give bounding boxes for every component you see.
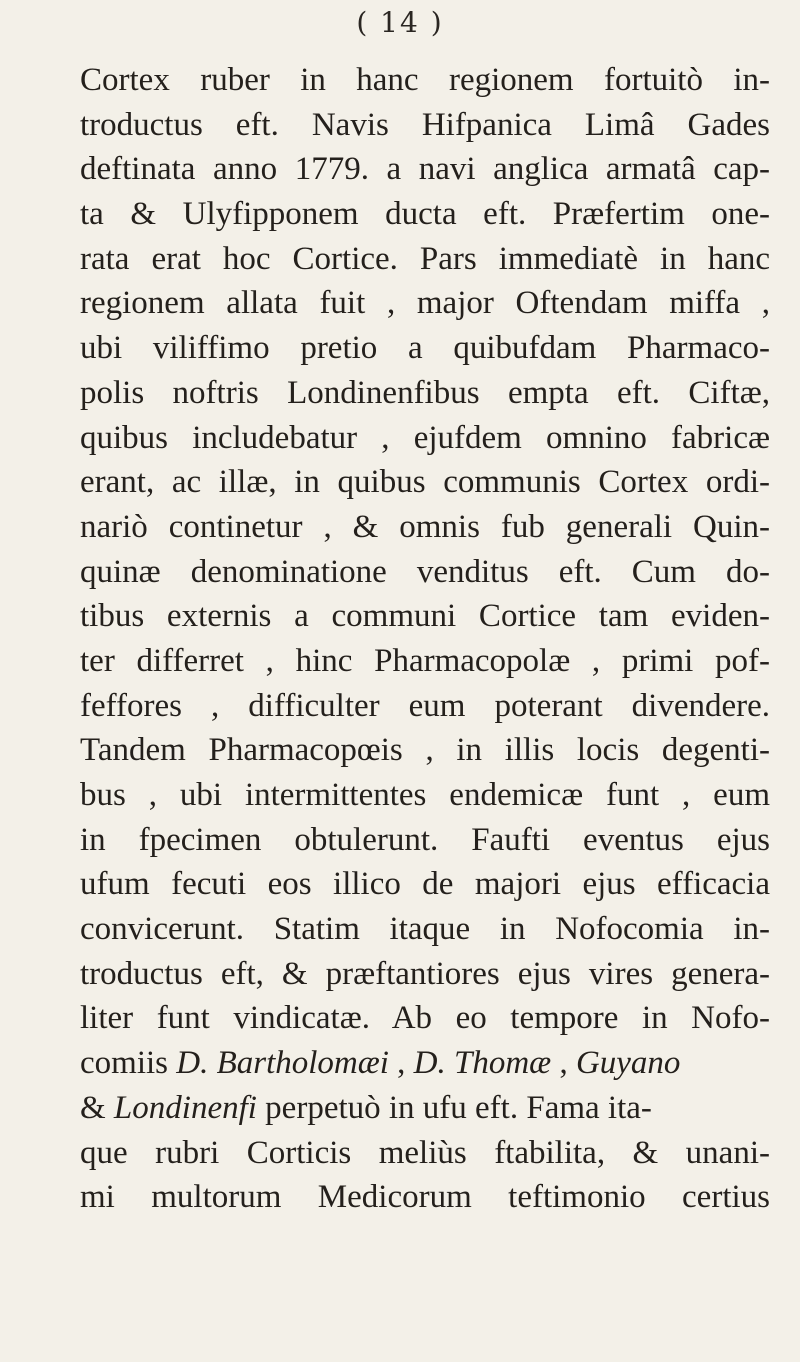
text-line: bus , ubi intermittentes endemicæ funt , eum: [80, 777, 770, 813]
text-line: feffores , difficulter eum poterant divendere.: [80, 687, 770, 724]
text-line: ter differret , hinc Pharmacopolæ , primi pof-: [80, 642, 770, 679]
text-line: polis noftris Londinenfibus empta eft. Ciftæ,: [80, 374, 770, 411]
text-line: que rubri Corticis meliùs ftabilita, & unani-: [80, 1134, 770, 1171]
text-line: ubi viliffimo pretio a quibufdam Pharmaco-: [80, 330, 770, 367]
text-line: deftinata anno 1779. a navi anglica armatâ cap-: [80, 151, 770, 188]
text-line: regionem allata fuit , major Oftendam miffa ,: [80, 285, 770, 322]
text-line: comiis D. Bartholomæi , D. Thomæ , Guyano: [80, 1045, 681, 1082]
hospital-name-italic: Guyano: [575, 1045, 681, 1082]
hospital-name-italic: Londinenfi: [113, 1089, 257, 1126]
text-line: tibus externis a communi Cortice tam eviden-: [80, 598, 770, 635]
hospital-name-italic: D. Thomæ: [413, 1045, 552, 1082]
text-line: nariò continetur , & omnis fub generali Quin-: [80, 508, 770, 545]
text-line: ta & Ulyfipponem ducta eft. Præfertim one-: [80, 196, 770, 233]
text-line: convicerunt. Statim itaque in Nofocomia in-: [80, 911, 770, 948]
text-line: quinæ denominatione venditus eft. Cum do-: [80, 553, 770, 590]
text-line: erant, ac illæ, in quibus communis Cortex ordi-: [80, 464, 770, 501]
text-line: rata erat hoc Cortice. Pars immediatè in hanc: [80, 240, 770, 277]
text-line: Cortex ruber in hanc regionem fortuitò in-: [80, 62, 770, 98]
hospital-name-italic: D. Bartholomæi: [176, 1045, 389, 1082]
text-line: troductus eft, & præftantiores ejus vires genera-: [80, 955, 770, 992]
text-line: troductus eft. Navis Hifpanica Limâ Gades: [80, 106, 770, 143]
text-line: ufum fecuti eos illico de majori ejus efficacia: [80, 866, 770, 903]
text-line: in fpecimen obtulerunt. Faufti eventus ejus: [80, 821, 770, 858]
body-text: [80, 58, 770, 1220]
text-line: mi multorum Medicorum teftimonio certius: [80, 1179, 770, 1216]
text-line: quibus includebatur , ejufdem omnino fabricæ: [80, 419, 770, 456]
text-line: liter funt vindicatæ. Ab eo tempore in Nofo-: [80, 1000, 770, 1037]
text-line: Tandem Pharmacopœis , in illis locis degenti-: [80, 732, 770, 769]
text-line: & Londinenfi perpetuò in ufu eft. Fama ita-: [80, 1089, 652, 1126]
page-number: ( 14 ): [356, 6, 444, 39]
